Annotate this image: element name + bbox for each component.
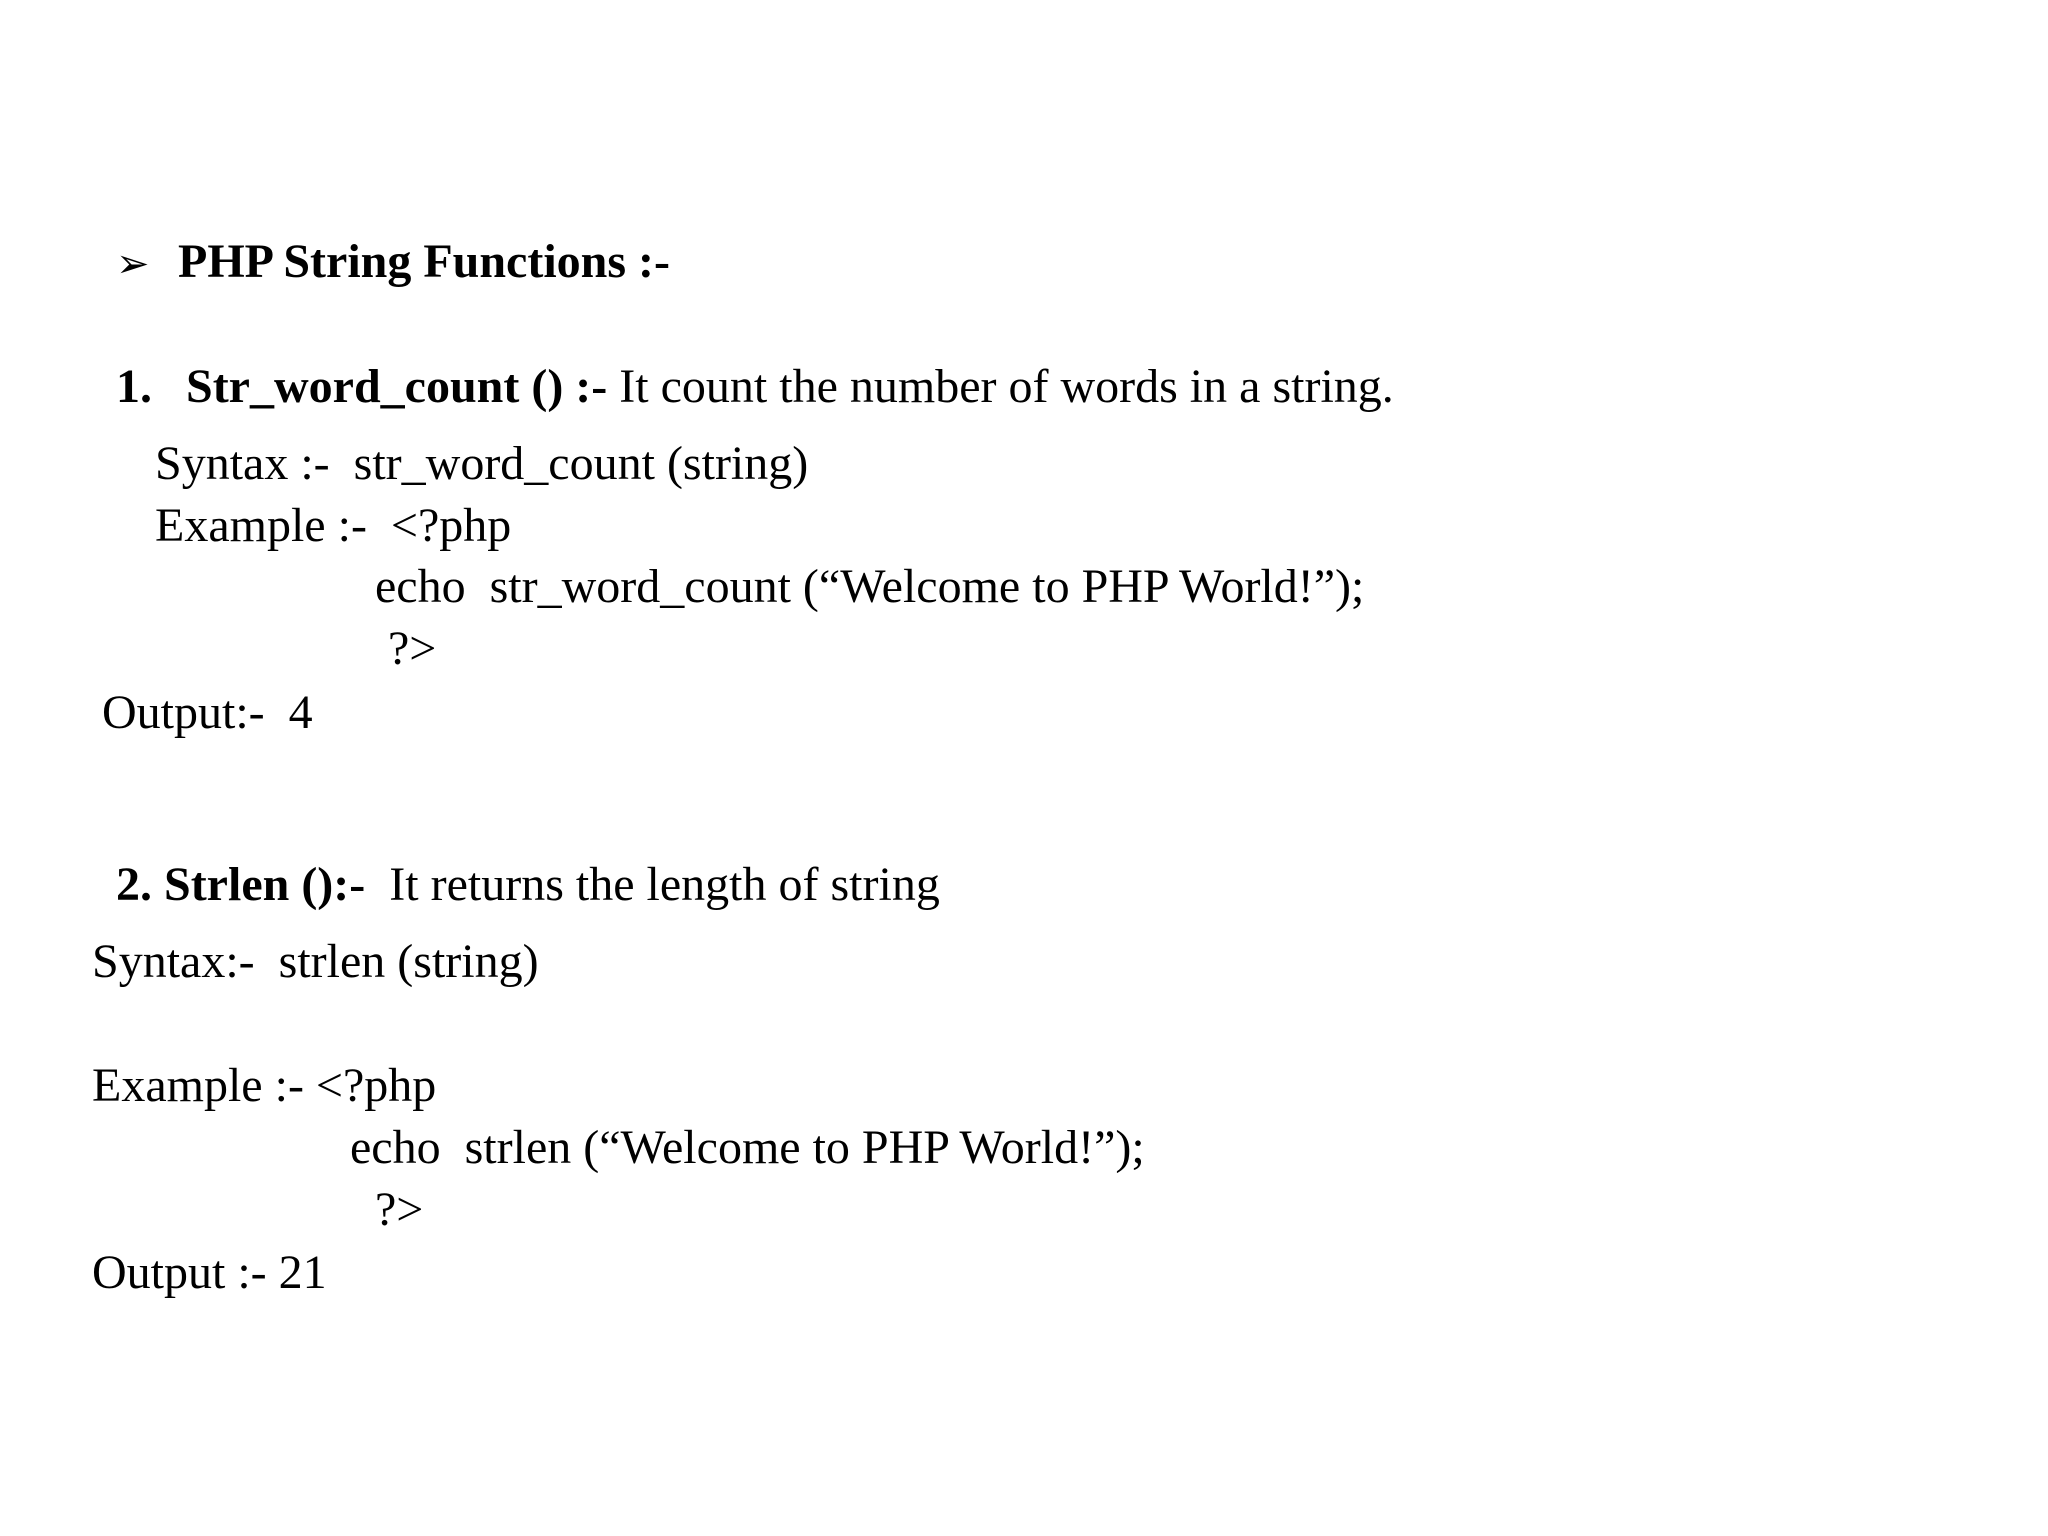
- section1-header: [92, 315, 1394, 411]
- section1-title: Str_word_count () :-: [186, 360, 608, 413]
- arrow-bullet-icon: ➢: [116, 241, 150, 287]
- section1-number: 1.: [116, 360, 152, 413]
- page-title: PHP String Functions :-: [178, 235, 671, 288]
- section2-title: 2. Strlen ():-: [116, 858, 366, 911]
- section2-code-close: ?>: [375, 1183, 424, 1236]
- section2-description: It returns the length of string: [365, 858, 940, 911]
- section2-header: [92, 813, 940, 909]
- section2-example: Example :- <?php: [92, 1059, 437, 1112]
- section1-code-line: echo str_word_count (“Welcome to PHP World!”);: [375, 560, 1365, 613]
- section1-description: It count the number of words in a string.: [607, 360, 1394, 413]
- section1-output: Output:- 4: [102, 686, 313, 739]
- page-heading: [92, 190, 670, 286]
- section1-syntax: Syntax :- str_word_count (string): [155, 437, 809, 490]
- section2-syntax: Syntax:- strlen (string): [92, 935, 539, 988]
- section1-example: Example :- <?php: [155, 499, 512, 552]
- section2-output: Output :- 21: [92, 1246, 327, 1299]
- section2-code-line: echo strlen (“Welcome to PHP World!”);: [350, 1121, 1145, 1174]
- section1-code-close: ?>: [388, 622, 437, 675]
